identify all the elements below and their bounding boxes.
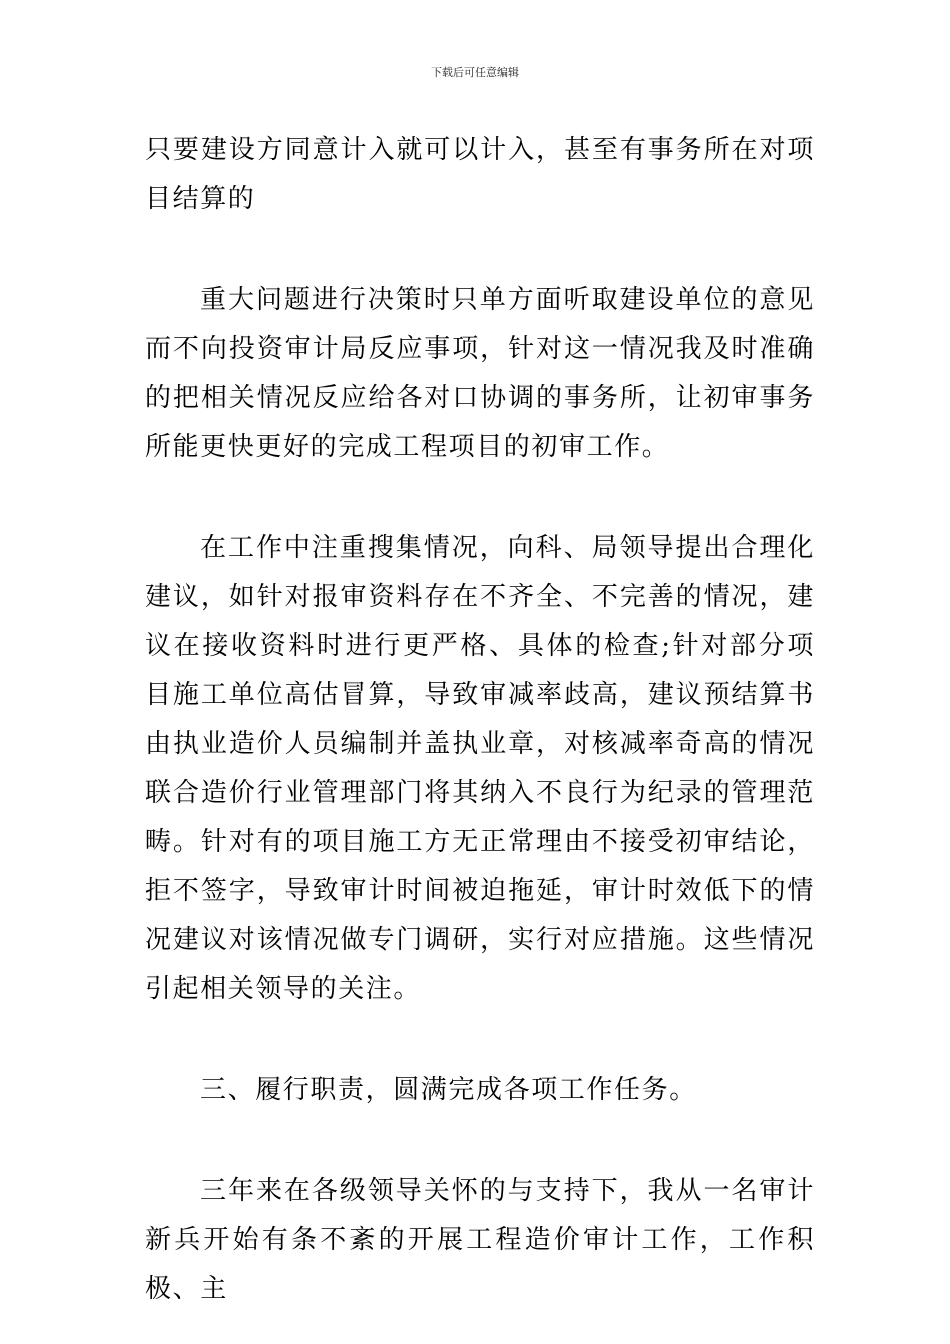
section-heading: 三、履行职责，圆满完成各项工作任务。 (200, 1075, 697, 1105)
paragraph-3: 在工作中注重搜集情况，向科、局领导提出合理化建议，如针对报审资料存在不齐全、不完善的情况，建议在接收资料时进行更严格、具体的检查;针对部分项目施工单位高估冒算，导致审减率歧高，建议预结算书由执业造价人员编制并盖执业章，对核减率奇高的情况联合造价行业管理部门将其纳入不良行为纪录的管理范畴。针对有的项目施工方无正常理由不接受初审结论，拒不签字，导致审计时间被迫拖延，审计时效低下的情况建议对该情况做专门调研，实行对应措施。这些情况引起相关领导的关注。 (145, 533, 815, 1004)
page-header-note: 下载后可任意编辑 (431, 66, 519, 79)
paragraph-2: 重大问题进行决策时只单方面听取建设单位的意见而不向投资审计局反应事项，针对这一情况我及时准确的把相关情况反应给各对口协调的事务所，让初审事务所能更快更好的完成工程项目的初审工作。 (145, 285, 815, 462)
document-body (145, 126, 815, 1314)
paragraph-1: 只要建设方同意计入就可以计入，甚至有事务所在对项目结算的 (145, 135, 815, 214)
paragraph-4: 三年来在各级领导关怀的与支持下，我从一名审计新兵开始有条不紊的开展工程造价审计工作，工作积极、主 (145, 1176, 815, 1304)
